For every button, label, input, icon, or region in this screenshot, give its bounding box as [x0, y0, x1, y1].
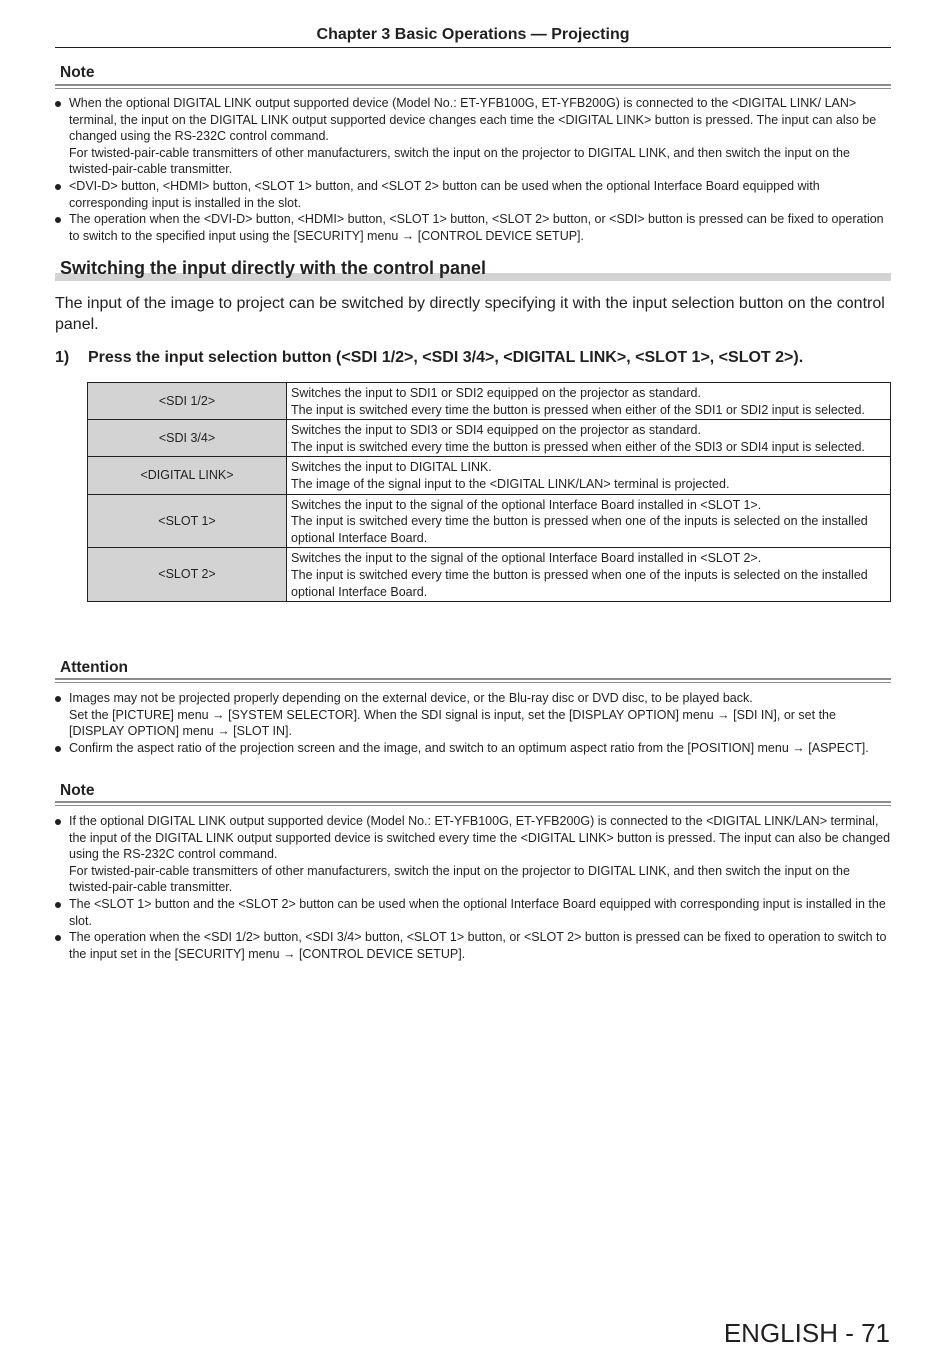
desc-line: The input is switched every time the button is pressed when either of the SDI3 or SDI4 input is selected.: [291, 439, 865, 454]
desc-line: The input is switched every time the button is pressed when one of the inputs is selected on the installed optional Interface Board.: [291, 514, 868, 545]
desc-line: The image of the signal input to the <DIGITAL LINK/LAN> terminal is projected.: [291, 476, 730, 491]
item-text: Set the [PICTURE] menu → [SYSTEM SELECTOR]. When the SDI signal is input, set the [DISPLAY OPTION] menu → [SDI IN], or set the [DISPLAY OPTION] menu → [SLOT IN].: [69, 707, 836, 739]
table-row: [88, 548, 891, 602]
input-button-table: [87, 382, 891, 602]
note-heading: Note: [60, 782, 95, 799]
heading-rule: [55, 84, 891, 89]
desc-line: Switches the input to SDI1 or SDI2 equipped on the projector as standard.: [291, 386, 701, 400]
bullet-icon: [55, 184, 61, 190]
table-key-cell: <SLOT 1>: [88, 494, 287, 548]
table-row: [88, 420, 891, 457]
bullet-icon: [55, 101, 61, 107]
list-item: [55, 95, 891, 178]
list-item: [55, 211, 891, 244]
desc-line: Switches the input to the signal of the optional Interface Board installed in <SLOT 1>.: [291, 497, 762, 512]
section-title: [55, 257, 891, 281]
step-number: 1): [55, 349, 70, 366]
table-desc-cell: [287, 494, 891, 548]
attention-heading: Attention: [60, 659, 129, 676]
desc-line: Switches the input to DIGITAL LINK.: [291, 460, 492, 475]
bullet-icon: [55, 819, 61, 825]
section-title-text: Switching the input directly with the control panel: [60, 258, 487, 278]
bullet-icon: [55, 696, 61, 702]
item-text: Images may not be projected properly depending on the external device, or the Blu-ray disc or DVD disc, to be played back.: [69, 691, 753, 705]
heading-rule: [55, 801, 891, 806]
table-key-cell: <SDI 3/4>: [88, 420, 287, 457]
step-text: Press the input selection button (<SDI 1/2>, <SDI 3/4>, <DIGITAL LINK>, <SLOT 1>, <SLOT 2>).: [88, 349, 804, 366]
bullet-icon: [55, 902, 61, 908]
item-text: When the optional DIGITAL LINK output supported device (Model No.: ET-YFB100G, ET-YFB200G) is connected to the <DIGITAL LINK/ LAN> terminal, the input on the DIGITAL LINK output supported device changes each time the <DIGITAL LINK> button is pressed. The input can also be changed using the RS-232C control command.: [69, 96, 877, 144]
table-desc-cell: [287, 420, 891, 457]
table-key-cell: <DIGITAL LINK>: [88, 457, 287, 494]
desc-line: The input is switched every time the button is pressed when either of the SDI1 or SDI2 input is selected.: [291, 402, 865, 417]
page-number: ENGLISH - 71: [723, 1318, 890, 1348]
section-intro: The input of the image to project can be switched by directly specifying it with the input selection button on the control panel.: [55, 295, 885, 333]
list-item: [55, 929, 891, 962]
table-desc-cell: [287, 548, 891, 602]
desc-line: Switches the input to the signal of the optional Interface Board installed in <SLOT 2>.: [291, 551, 762, 566]
table-desc-cell: [287, 457, 891, 494]
item-text: For twisted-pair-cable transmitters of other manufacturers, switch the input on the projector to DIGITAL LINK, and then switch the input on the twisted-pair-cable transmitter.: [69, 145, 850, 177]
list-item: [55, 896, 891, 929]
bullet-icon: [55, 746, 61, 752]
bullet-icon: [55, 217, 61, 223]
list-item: [55, 178, 891, 211]
desc-line: The input is switched every time the button is pressed when one of the inputs is selected on the installed optional Interface Board.: [291, 567, 868, 599]
heading-rule: [55, 678, 891, 683]
table-row: [88, 457, 891, 494]
note-list: [55, 813, 891, 962]
note-list: [55, 95, 891, 244]
table-key-cell: <SLOT 2>: [88, 548, 287, 602]
table-desc-cell: [287, 383, 891, 420]
table-row: [88, 383, 891, 420]
list-item: [55, 690, 891, 740]
note-heading: Note: [60, 64, 95, 81]
item-text: Confirm the aspect ratio of the projection screen and the image, and switch to an optimum aspect ratio from the [POSITION] menu → [ASPECT].: [69, 740, 869, 755]
chapter-header: Chapter 3 Basic Operations — Projecting: [55, 26, 891, 48]
item-text: The operation when the <DVI-D> button, <HDMI> button, <SLOT 1> button, <SLOT 2> button, or <SDI> button is pressed can be fixed to operation to switch to the specified input using the [SECURITY] menu → [CONTROL DEVICE SETUP].: [69, 212, 884, 243]
item-text: For twisted-pair-cable transmitters of other manufacturers, switch the input on the projector to DIGITAL LINK, and then switch the input on the twisted-pair-cable transmitter.: [69, 863, 850, 895]
desc-line: Switches the input to SDI3 or SDI4 equipped on the projector as standard.: [291, 423, 701, 438]
item-text: <DVI-D> button, <HDMI> button, <SLOT 1> button, and <SLOT 2> button can be used when the optional Interface Board equipped with corresponding input is installed in the slot.: [69, 178, 820, 210]
bullet-icon: [55, 935, 61, 941]
item-text: If the optional DIGITAL LINK output supported device (Model No.: ET-YFB100G, ET-YFB200G) is connected to the <DIGITAL LINK/LAN> terminal, the input of the DIGITAL LINK output supported device is switched every time the <DIGITAL LINK> button is pressed. The input can also be changed using the RS-232C control command.: [69, 814, 891, 862]
attention-list: [55, 690, 891, 756]
step-1: [55, 347, 891, 368]
item-text: The <SLOT 1> button and the <SLOT 2> button can be used when the optional Interface Board equipped with corresponding input is installed in the slot.: [69, 896, 886, 928]
table-key-cell: <SDI 1/2>: [88, 383, 287, 420]
list-item: [55, 813, 891, 896]
item-text: The operation when the <SDI 1/2> button, <SDI 3/4> button, <SLOT 1> button, or <SLOT 2> button is pressed can be fixed to operation to switch to the input set in the [SECURITY] menu → [CONTROL DEVICE SETUP].: [69, 930, 887, 961]
table-row: [88, 494, 891, 548]
list-item: [55, 740, 891, 757]
